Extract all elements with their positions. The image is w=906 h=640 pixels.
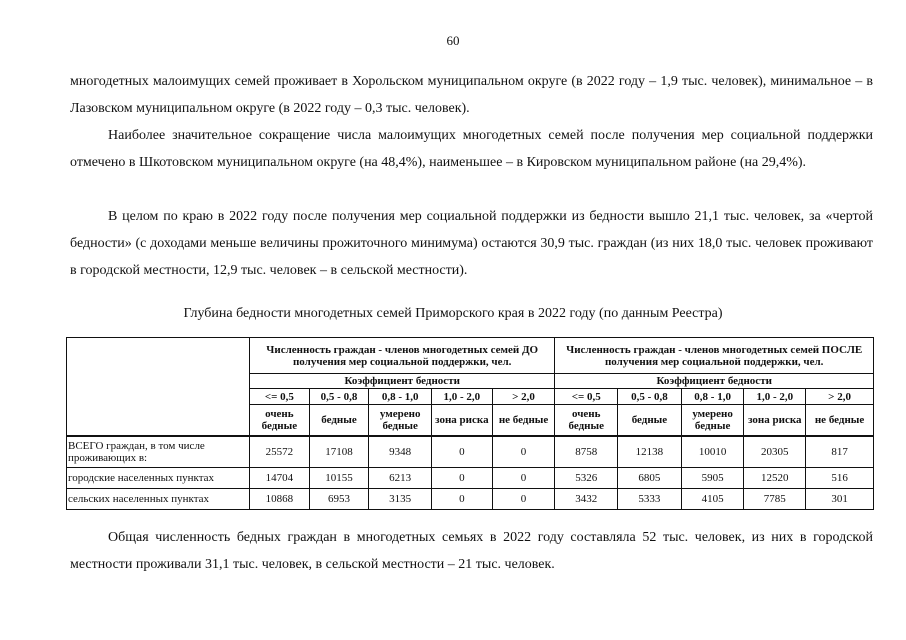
category-header: очень бедные (250, 405, 310, 437)
table-cell: 3135 (369, 489, 432, 510)
table-cell: 6213 (369, 468, 432, 489)
table-cell: 3432 (555, 489, 618, 510)
table-cell: 0 (492, 489, 555, 510)
table-cell: 10868 (250, 489, 310, 510)
table-cell: 7785 (744, 489, 806, 510)
paragraph-reduction: Наиболее значительное сокращение числа малоимущих многодетных семей после получения мер социальной поддержки отмечено в Шкотовском муниципальном округе (на 48,4%), наименьшее – в Кировском муниципальном районе (на 29,4%). (70, 128, 873, 170)
category-header: зона риска (432, 405, 493, 437)
table-cell: 5333 (618, 489, 682, 510)
row-label: сельских населенных пунктах (67, 489, 250, 510)
table-caption: Глубина бедности многодетных семей Приморского края в 2022 году (по данным Реестра) (183, 306, 723, 321)
poverty-depth-table (66, 337, 874, 510)
table-cell: 25572 (250, 436, 310, 468)
table-row (67, 489, 874, 510)
range-header: 0,8 - 1,0 (681, 389, 744, 405)
table-cell: 5326 (555, 468, 618, 489)
row-label: ВСЕГО граждан, в том числе проживающих в: (67, 436, 250, 468)
range-header: <= 0,5 (250, 389, 310, 405)
range-header: > 2,0 (492, 389, 555, 405)
table-cell: 0 (432, 436, 493, 468)
paragraph-region-total: В целом по краю в 2022 году после получения мер социальной поддержки из бедности вышло 21,1 тыс. человек, за «чертой бедности» (с доходами меньше величины прожиточного минимума) остаются 30,9 тыс. граждан (из них 18,0 тыс. человек проживают в городской местности, 12,9 тыс. человек – в сельской местности). (70, 209, 873, 278)
range-header: 0,8 - 1,0 (369, 389, 432, 405)
table-cell: 20305 (744, 436, 806, 468)
range-header: 1,0 - 2,0 (744, 389, 806, 405)
category-header: умерено бедные (369, 405, 432, 437)
row-label-header (67, 338, 250, 437)
table-cell: 0 (492, 468, 555, 489)
table-row (67, 436, 874, 468)
table-cell: 17108 (309, 436, 369, 468)
category-header: умерено бедные (681, 405, 744, 437)
table-cell: 12520 (744, 468, 806, 489)
coef-header-after: Коэффициент бедности (555, 374, 874, 389)
coef-header-before: Коэффициент бедности (250, 374, 555, 389)
table-cell: 0 (492, 436, 555, 468)
table-cell: 6805 (618, 468, 682, 489)
group-header-after: Численность граждан - членов многодетных семей ПОСЛЕ получения мер социальной поддержки, чел. (555, 338, 874, 374)
table-cell: 10010 (681, 436, 744, 468)
range-header: <= 0,5 (555, 389, 618, 405)
category-header: бедные (618, 405, 682, 437)
row-label: городские населенных пунктах (67, 468, 250, 489)
paragraph-continuation: многодетных малоимущих семей проживает в Хорольском муниципальном округе (в 2022 году – 1,9 тыс. человек), минимальное – в Лазовском муниципальном округе (в 2022 году – 0,3 тыс. человек). (70, 74, 873, 116)
category-header: бедные (309, 405, 369, 437)
table-cell: 10155 (309, 468, 369, 489)
table-cell: 301 (806, 489, 874, 510)
table-cell: 14704 (250, 468, 310, 489)
range-header: 0,5 - 0,8 (309, 389, 369, 405)
table-cell: 0 (432, 489, 493, 510)
table-cell: 6953 (309, 489, 369, 510)
table-cell: 0 (432, 468, 493, 489)
range-header: 0,5 - 0,8 (618, 389, 682, 405)
range-header: > 2,0 (806, 389, 874, 405)
table-cell: 8758 (555, 436, 618, 468)
category-header: не бедные (492, 405, 555, 437)
table-cell: 9348 (369, 436, 432, 468)
table-cell: 5905 (681, 468, 744, 489)
paragraph-total-poor: Общая численность бедных граждан в многодетных семьях в 2022 году составляла 52 тыс. человек, из них в городской местности проживали 31,1 тыс. человек, в сельской местности – 21 тыс. человек. (70, 530, 873, 572)
table-cell: 4105 (681, 489, 744, 510)
category-header: не бедные (806, 405, 874, 437)
table-cell: 516 (806, 468, 874, 489)
page-number: 60 (446, 33, 460, 48)
table-cell: 12138 (618, 436, 682, 468)
table-row (67, 468, 874, 489)
category-header: зона риска (744, 405, 806, 437)
category-header: очень бедные (555, 405, 618, 437)
table-cell: 817 (806, 436, 874, 468)
range-header: 1,0 - 2,0 (432, 389, 493, 405)
group-header-before: Численность граждан - членов многодетных семей ДО получения мер социальной поддержки, чел. (250, 338, 555, 374)
